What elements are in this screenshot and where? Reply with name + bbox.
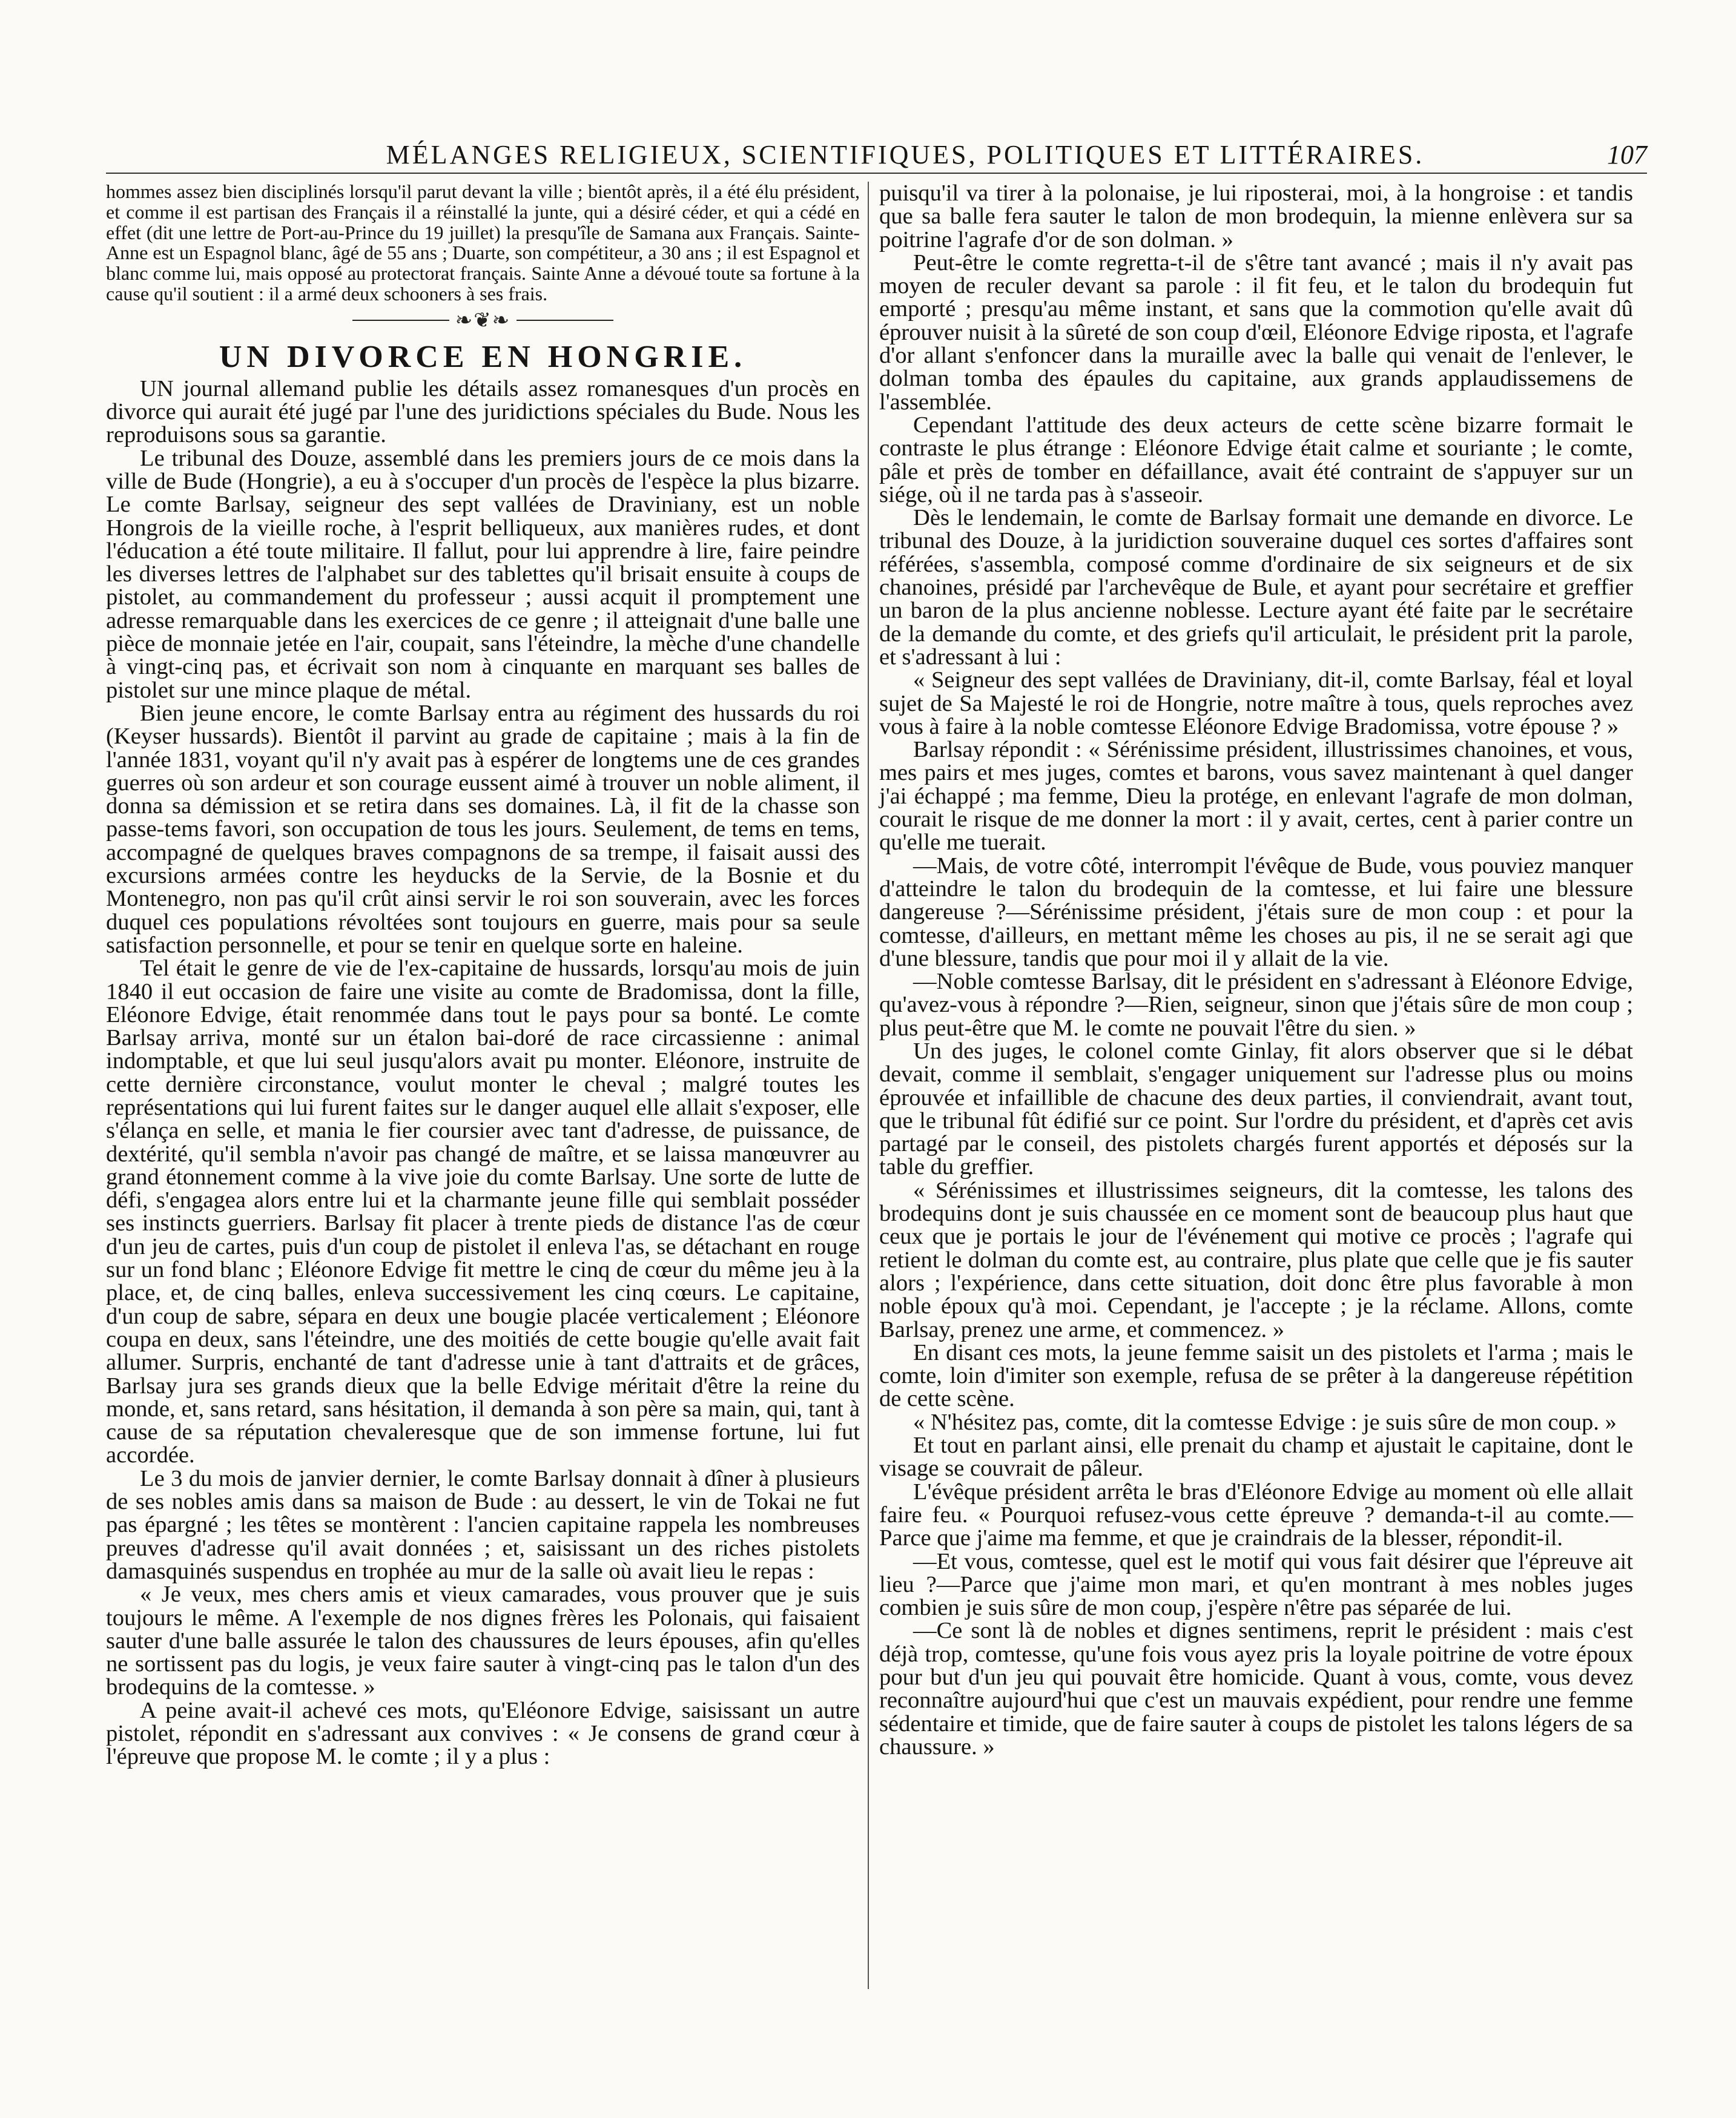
article-paragraph: —Noble comtesse Barlsay, dit le président en s'adressant à Eléonore Edvige, qu'avez-vous à répondre ?—Rien, seigneur, sinon que j'étais sûre de mon coup ; plus peut-être que M. le comte ne pouvait l'être du sien. »	[879, 969, 1633, 1041]
article-paragraph: puisqu'il va tirer à la polonaise, je lui riposterai, moi, à la hongroise : et tandis que sa balle fera sauter le talon de mon brodequin, la mienne enlèvera sur sa poitrine l'agrafe d'or de son dolman. »	[879, 180, 1633, 252]
header-rule	[106, 173, 1647, 174]
article-paragraph: En disant ces mots, la jeune femme saisit un des pistolets et l'arma ; mais le comte, loin d'imiter son exemple, refusa de se prêter à la dangereuse répétition de cette scène.	[879, 1339, 1633, 1412]
running-header	[106, 115, 1647, 176]
article-paragraph: —Et vous, comtesse, quel est le motif qui vous fait désirer que l'épreuve ait lieu ?—Parce que j'aime mon mari, et qu'en montrant à mes nobles juges combien je suis sûre de mon coup, j'espère n'être pas séparée de lui.	[879, 1548, 1633, 1621]
column-divider	[868, 182, 869, 1989]
ornament-rule-left	[352, 320, 449, 321]
section-ornament	[106, 305, 860, 336]
running-title: MÉLANGES RELIGIEUX, SCIENTIFIQUES, POLITIQUES ET LITTÉRAIRES.	[386, 140, 1425, 170]
page-number: 107	[1607, 140, 1647, 170]
news-brief: hommes assez bien disciplinés lorsqu'il parut devant la ville ; bientôt après, il a été élu président, et comme il est partisan des Français il a réinstallé la junte, qui a désiré céder, et qui a cédé en effet (dit une lettre de Port-au-Prince du 19 juillet) la presqu'île de Samana aux Français. Sainte-Anne est un Espagnol blanc, âgé de 55 ans ; Duarte, son compétiteur, a 30 ans ; il est Espagnol et blanc comme lui, mais opposé au protectorat français. Sainte Anne a dévoué toute sa fortune à la cause qu'il soutient : il a armé deux schooners à ses frais.	[106, 180, 860, 305]
ornament-rule-right	[517, 320, 613, 321]
article-paragraph: Peut-être le comte regretta-t-il de s'être tant avancé ; mais il n'y avait pas moyen de reculer devant sa parole : il fit feu, et le talon du brodequin fut emporté ; presqu'au même instant, et sans que la commotion qu'elle avait dû éprouver nuisit à la sûreté de son coup d'œil, Eléonore Edvige riposta, et l'agrafe d'or allant s'enfoncer dans la muraille avec la balle qui venait de l'enlever, le dolman tomba des épaules du capitaine, aux grands applaudissemens de l'assemblée.	[879, 249, 1633, 415]
article-paragraph: Cependant l'attitude des deux acteurs de cette scène bizarre formait le contraste le plus étrange : Eléonore Edvige était calme et souriante ; le comte, pâle et près de tomber en défaillance, avait été contraint de s'appuyer sur un siége, où il ne tarda pas à s'asseoir.	[879, 412, 1633, 507]
article-paragraph: Dès le lendemain, le comte de Barlsay formait une demande en divorce. Le tribunal des Douze, à la juridiction souveraine duquel ces sortes d'affaires sont référées, s'assembla, composé comme d'ordinaire de six seigneurs et de six chanoines, présidé par l'archevêque de Bule, et ayant pour secrétaire et greffier un baron de la plus ancienne noblesse. Lecture ayant été faite par le secrétaire de la demande du comte, et des griefs qu'il articulait, le président prit la parole, et s'adressant à lui :	[879, 505, 1633, 670]
left-column	[106, 182, 860, 1769]
article-paragraph: « Seigneur des sept vallées de Draviniany, dit-il, comte Barlsay, féal et loyal sujet de Sa Majesté le roi de Hongrie, notre maître à tous, quels reproches avez vous à faire à la noble comtesse Eléonore Edvige Bradomissa, votre épouse ? »	[879, 667, 1633, 739]
article-paragraph: Le 3 du mois de janvier dernier, le comte Barlsay donnait à dîner à plusieurs de ses nobles amis dans sa maison de Bude : au dessert, le vin de Tokai ne fut pas épargné ; les têtes se montèrent : l'ancien capitaine rappela les nombreuses preuves d'adresse qu'il avait données ; et, saisissant un des riches pistolets damasquinés suspendus en trophée au mur de la salle où avait lieu le repas :	[106, 1465, 860, 1584]
article-paragraph: Bien jeune encore, le comte Barlsay entra au régiment des hussards du roi (Keyser hussards). Bientôt il parvint au grade de capitaine ; mais à la fin de l'année 1831, voyant qu'il n'y avait pas à espérer de longtems une de ces grandes guerres où son ardeur et son courage eussent aimé à trouver un noble aliment, il donna sa démission et se retira dans ses domaines. Là, il fit de la chasse son passe-tems favori, son occupation de tous les jours. Seulement, de tems en tems, accompagné de quelques braves compagnons de sa trempe, il faisait aussi des excursions armées contre les heyducks de la Servie, de la Bosnie et du Montenegro, non pas qu'il crût ainsi servir le roi son souverain, avec les forces duquel ces populations révoltées sont toujours en guerre, mais pour sa seule satisfaction personnelle, et pour se tenir en quelque sorte en haleine.	[106, 700, 860, 958]
article-paragraph: —Ce sont là de nobles et dignes sentimens, reprit le président : mais c'est déjà trop, comtesse, qu'une fois vous ayez pris la loyale poitrine de votre époux pour but d'un jeu qui pouvait être homicide. Quant à vous, comte, vous devez reconnaître aujourd'hui que c'est un mauvais expédient, pour rendre une femme sédentaire et timide, que de faire sauter à coups de pistolet les talons légers de sa chaussure. »	[879, 1618, 1633, 1760]
article-paragraph: « N'hésitez pas, comte, dit la comtesse Edvige : je suis sûre de mon coup. »	[913, 1409, 1617, 1435]
article-paragraph: A peine avait-il achevé ces mots, qu'Eléonore Edvige, saisissant un autre pistolet, répondit en s'adressant aux convives : « Je consens de grand cœur à l'épreuve que propose M. le comte ; il y a plus :	[106, 1697, 860, 1770]
article-title: UN DIVORCE EN HONGRIE.	[219, 339, 747, 374]
article-paragraph: L'évêque président arrêta le bras d'Eléonore Edvige au moment où elle allait faire feu. « Pourquoi refusez-vous cette épreuve ? demanda-t-il au comte.—Parce que j'aime ma femme, et que je craindrais de la blesser, répondit-il.	[879, 1479, 1633, 1551]
article-paragraph: Le tribunal des Douze, assemblé dans les premiers jours de ce mois dans la ville de Bude (Hongrie), a eu à s'occuper d'un procès de l'espèce la plus bizarre. Le comte Barlsay, seigneur des sept vallées de Draviniany, est un noble Hongrois de la vieille roche, à l'esprit belliqueux, aux manières rudes, et dont l'éducation a été toute militaire. Il fallut, pour lui apprendre à lire, faire peindre les diverses lettres de l'alphabet sur des tablettes qu'il brisait ensuite à coups de pistolet, au commandement du professeur ; aussi acquit il promptement une adresse remarquable dans les exercices de ce genre ; il atteignait d'une balle une pièce de monnaie jetée en l'air, coupait, sans l'éteindre, la mèche d'une chandelle à vingt-cinq pas, et écrivait son nom à cinquante en marquant ses balles de pistolet sur une mince plaque de métal.	[106, 445, 860, 703]
article-paragraph: « Sérénissimes et illustrissimes seigneurs, dit la comtesse, les talons des brodequins dont je suis chaussée en ce moment sont de beaucoup plus haut que ceux que je portais le jour de l'événement qui motive ce procès ; l'agrafe qui retient le dolman du comte est, au contraire, plus plate que celle que je fis sauter alors ; l'expérience, dans cette situation, doit donc être plus favorable à mon noble époux qu'à moi. Cependant, je l'accepte ; je la réclame. Allons, comte Barlsay, prenez une arme, et commencez. »	[879, 1177, 1633, 1342]
article-paragraph: Un des juges, le colonel comte Ginlay, fit alors observer que si le débat devait, comme il semblait, s'engager uniquement sur l'adresse plus ou moins éprouvée et infaillible de chacune des deux parties, il conviendrait, avant tout, que le tribunal fût édifié sur ce point. Sur l'ordre du président, et d'après cet avis partagé par le conseil, des pistolets chargés furent apportés et déposés sur la table du greffier.	[879, 1038, 1633, 1180]
article-paragraph: —Mais, de votre côté, interrompit l'évêque de Bude, vous pouviez manquer d'atteindre le talon du brodequin de la comtesse, et lui faire une blessure dangereuse ?—Sérénissime président, j'étais sure de mon coup : et pour la comtesse, d'ailleurs, en mettant même les choses au pis, il ne se serait agi que d'une blessure, tandis que pour moi il y allait de la vie.	[879, 853, 1633, 971]
article-paragraph: UN journal allemand publie les détails assez romanesques d'un procès en divorce qui aurait été jugé par l'une des juridictions spéciales du Bude. Nous les reproduisons sous sa garantie.	[106, 375, 860, 448]
article-paragraph: « Je veux, mes chers amis et vieux camarades, vous prouver que je suis toujours le même. A l'exemple de nos dignes frères les Polonais, qui faisaient sauter d'une balle assurée le talon des chaussures de leurs épouses, afin qu'elles ne sortissent pas du logis, je veux faire sauter à vingt-cinq pas le talon d'un des brodequins de la comtesse. »	[106, 1582, 860, 1700]
article-paragraph: Tel était le genre de vie de l'ex-capitaine de hussards, lorsqu'au mois de juin 1840 il eut occasion de faire une visite au comte de Bradomissa, dont la fille, Eléonore Edvige, était renommée dans tout le pays pour sa bonté. Le comte Barlsay arriva, monté sur un étalon bai-doré de race circassienne : animal indomptable, et que lui seul jusqu'alors avait pu monter. Eléonore, instruite de cette dernière circonstance, voulut monter le cheval ; malgré toutes les représentations qui lui furent faites sur le danger auquel elle allait s'exposer, elle s'élança en selle, et mania le fier coursier avec tant d'adresse, de puissance, de dextérité, qu'il sembla n'avoir pas changé de maître, et se laissa manœuvrer au grand étonnement comme à la vive joie du comte Barlsay. Une sorte de lutte de défi, s'engagea alors entre lui et la charmante jeune fille qui semblait posséder ses instincts guerriers. Barlsay fit placer à trente pieds de distance l'as de cœur d'un jeu de cartes, puis d'un coup de pistolet il enleva l'as, se détachant en rouge sur un fond blanc ; Eléonore Edvige fit mettre le cinq de cœur du même jeu à la place, et, de cinq balles, enleva successivement les cinq cœurs. Le capitaine, d'un coup de sabre, sépara en deux une bougie placée verticalement ; Eléonore coupa en deux, sans l'éteindre, une des moitiés de cette bougie qu'elle avait fait allumer. Surpris, enchanté de tant d'adresse unie à tant d'attraits et de grâces, Barlsay jura ses grands dieux que la belle Edvige méritait d'être la reine du monde, et, sans retard, sans hésitation, il demanda à son père sa main, qui, tant à cause de sa réputation chevaleresque que de son immense fortune, lui fut accordée.	[106, 955, 860, 1468]
article-paragraph: Et tout en parlant ainsi, elle prenait du champ et ajustait le capitaine, dont le visage se couvrait de pâleur.	[879, 1433, 1633, 1482]
article-paragraph: Barlsay répondit : « Sérénissime président, illustrissimes chanoines, et vous, mes pairs et mes juges, comtes et barons, vous savez maintenant à quel danger j'ai échappé ; ma femme, Dieu la protége, en enlevant l'agrafe de mon dolman, courait le risque de me donner la mort : il y avait, certes, cent à parier contre un qu'elle me tuerait.	[879, 737, 1633, 856]
right-column	[879, 182, 1633, 1758]
ornament-glyph: ❧❦❧	[455, 309, 511, 332]
